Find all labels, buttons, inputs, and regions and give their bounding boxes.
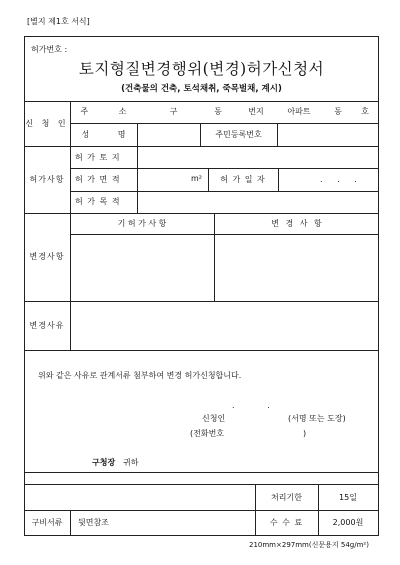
permit-land-label: 허 가 토 지 — [75, 153, 121, 162]
name-label: 성 명 — [81, 130, 126, 139]
address-part-gu: 구 — [169, 107, 178, 116]
sign-note: (서명 또는 도장) — [288, 414, 346, 423]
rule — [255, 484, 256, 535]
address-part-ho: 호 — [361, 107, 369, 116]
rule — [318, 484, 319, 535]
rule — [70, 234, 379, 235]
phone-label: (전화번호 — [190, 429, 225, 438]
rule — [70, 510, 71, 535]
change-header: 변 경 사 항 — [271, 219, 322, 228]
permit-date-label: 허 가 일 자 — [220, 175, 266, 184]
rule — [24, 146, 379, 147]
rule — [24, 101, 379, 102]
address-part-apt-dong: 동 — [334, 107, 342, 116]
rule — [70, 168, 379, 169]
applicant-sign-label: 신청인 — [202, 414, 226, 423]
rule — [278, 168, 279, 191]
recipient-title: 구청장 — [92, 458, 116, 467]
declaration-text: 위와 같은 사유로 관계서류 첨부하여 변경 허가신청합니다. — [38, 371, 242, 380]
address-part-bunji: 번지 — [248, 107, 264, 116]
existing-permit-header: 기 허 가 사 항 — [117, 219, 167, 228]
form-subtitle: (건축물의 건축, 토석채취, 죽목벌채, 계시) — [121, 84, 282, 94]
deadline-value: 15일 — [339, 493, 357, 502]
rrn-label: 주민등록번호 — [215, 130, 262, 139]
address-label: 주 소 — [80, 107, 127, 116]
recipient-suffix: 귀하 — [123, 458, 139, 467]
permit-area-label: 허 가 면 적 — [75, 175, 121, 184]
changes-section-label: 변경사항 — [29, 252, 65, 261]
fee-value: 2,000원 — [332, 518, 364, 527]
form-title: 토지형질변경행위(변경)허가신청서 — [78, 60, 325, 78]
permit-number-label: 허가번호 : — [31, 45, 68, 54]
rule — [137, 123, 138, 213]
rule — [70, 191, 379, 192]
reason-section-label: 변경사유 — [29, 321, 65, 330]
docs-value: 뒷면참조 — [78, 518, 109, 527]
rule — [24, 484, 379, 485]
phone-close: ) — [303, 429, 307, 438]
permit-purpose-label: 허 가 목 적 — [75, 197, 121, 206]
rule — [24, 350, 379, 351]
rule — [70, 123, 379, 124]
rule — [277, 123, 278, 146]
paper-spec: 210mm×297mm(신문용지 54g/m²) — [249, 541, 369, 549]
rule — [24, 301, 379, 302]
declaration-date-dots: . . — [232, 401, 270, 410]
permit-date-dots: . . . — [320, 175, 357, 184]
address-part-dong: 동 — [214, 107, 222, 116]
address-part-apt: 아파트 — [287, 107, 311, 116]
rule — [24, 213, 379, 214]
rule — [24, 535, 379, 536]
fee-label: 수 수 료 — [269, 518, 304, 527]
applicant-section-label: 신 청 인 — [25, 119, 69, 128]
docs-label: 구비서류 — [31, 518, 63, 527]
deadline-label: 처리기한 — [271, 493, 302, 502]
area-unit: m² — [191, 174, 202, 183]
rule — [24, 510, 379, 511]
form-number-tag: [별지 제1호 서식] — [27, 17, 90, 26]
rule — [378, 473, 379, 535]
permit-section-label: 허가사항 — [29, 175, 65, 184]
